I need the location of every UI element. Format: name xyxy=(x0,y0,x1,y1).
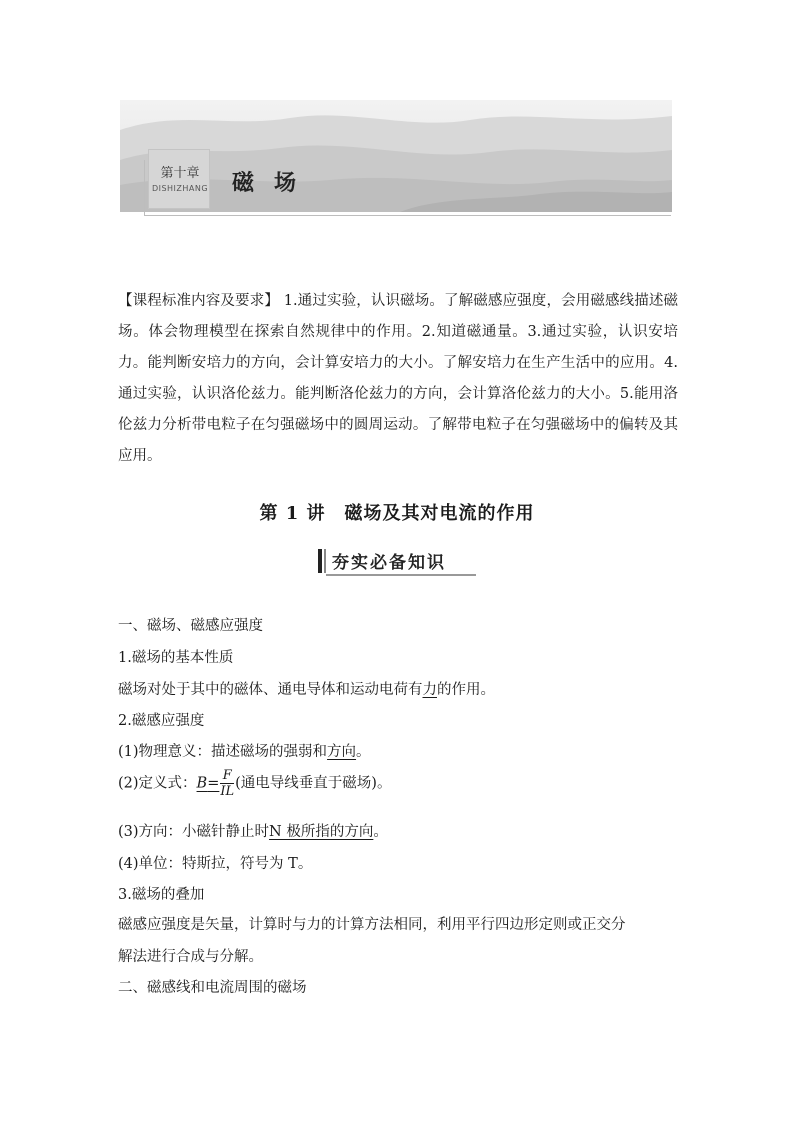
section-header-underline xyxy=(326,574,476,576)
definition-note: (通电导线垂直于磁场)。 xyxy=(235,775,392,792)
physical-meaning-answer: 方向 xyxy=(327,744,357,760)
superposition-line-1: 磁感应强度是矢量，计算时与力的计算方法相同，利用平行四边形定则或正交分 xyxy=(118,917,626,933)
heading-magnetic-field: 一、磁场、磁感应强度 xyxy=(118,618,263,634)
physical-meaning-text-a: (1)物理意义：描述磁场的强弱和 xyxy=(118,744,328,760)
heading-field-lines: 二、磁感线和电流周围的磁场 xyxy=(118,980,307,996)
banner-divider-horizontal xyxy=(144,215,671,216)
lecture-title: 第 1 讲 磁场及其对电流的作用 xyxy=(259,503,535,524)
basic-property-text-b: 的作用。 xyxy=(437,682,495,698)
basic-property-answer: 力 xyxy=(422,682,437,698)
basic-property-text xyxy=(118,678,495,699)
section-header-label: 夯实必备知识 xyxy=(332,553,446,573)
banner-divider-vertical xyxy=(144,160,145,216)
physical-meaning-text-b: 。 xyxy=(356,744,371,760)
standards-text: 1.通过实验，认识磁场。了解磁感应强度，会用磁感线描述磁场。体会物理模型在探索自然规律中的作用。2.知道磁通量。3.通过实验，认识安培力。能判断安培力的方向，会计算安培力的大小。了解安培力在生产生活中的应用。4.通过实验，认识洛伦兹力。能判断洛伦兹力的方向，会计算洛伦兹力的大小。5.能用洛伦兹力分析带电粒子在匀强磁场中的圆周运动。了解带电粒子在匀强磁场中的偏转及其应用。 xyxy=(118,293,679,464)
chapter-number-badge xyxy=(148,149,210,209)
chapter-number: 第十章 xyxy=(160,166,200,181)
definition-label: (2)定义式： xyxy=(118,775,197,792)
physical-meaning-line xyxy=(118,740,371,761)
subheading-induction: 2.磁感应强度 xyxy=(118,713,205,729)
section-header-bar-secondary xyxy=(324,549,326,573)
course-standards-paragraph xyxy=(118,286,678,472)
definition-line xyxy=(118,768,391,799)
basic-property-text-a: 磁场对处于其中的磁体、通电导体和运动电荷有 xyxy=(118,682,423,698)
subheading-basic-property: 1.磁场的基本性质 xyxy=(118,650,234,666)
formula-b-symbol: B xyxy=(196,775,208,792)
section-header-bar xyxy=(318,549,322,573)
definition-formula-lhs: B= xyxy=(196,775,220,792)
direction-line xyxy=(118,820,388,841)
chapter-title: 磁场 xyxy=(232,171,317,196)
direction-text-a: (3)方向：小磁针静止时 xyxy=(118,824,270,840)
direction-answer: N 极所指的方向 xyxy=(269,824,374,840)
direction-text-b: 。 xyxy=(373,824,388,840)
formula-numerator: F xyxy=(220,768,234,784)
standards-label: 【课程标准内容及要求】 xyxy=(118,293,279,309)
chapter-pinyin: DISHIZHANG xyxy=(151,184,209,193)
formula-denominator: IL xyxy=(220,784,235,799)
superposition-line-2: 解法进行合成与分解。 xyxy=(118,949,263,965)
unit-line: (4)单位：特斯拉，符号为 T。 xyxy=(118,856,313,872)
section-header xyxy=(318,546,476,576)
subheading-superposition: 3.磁场的叠加 xyxy=(118,887,205,903)
definition-formula-fraction xyxy=(220,768,234,799)
